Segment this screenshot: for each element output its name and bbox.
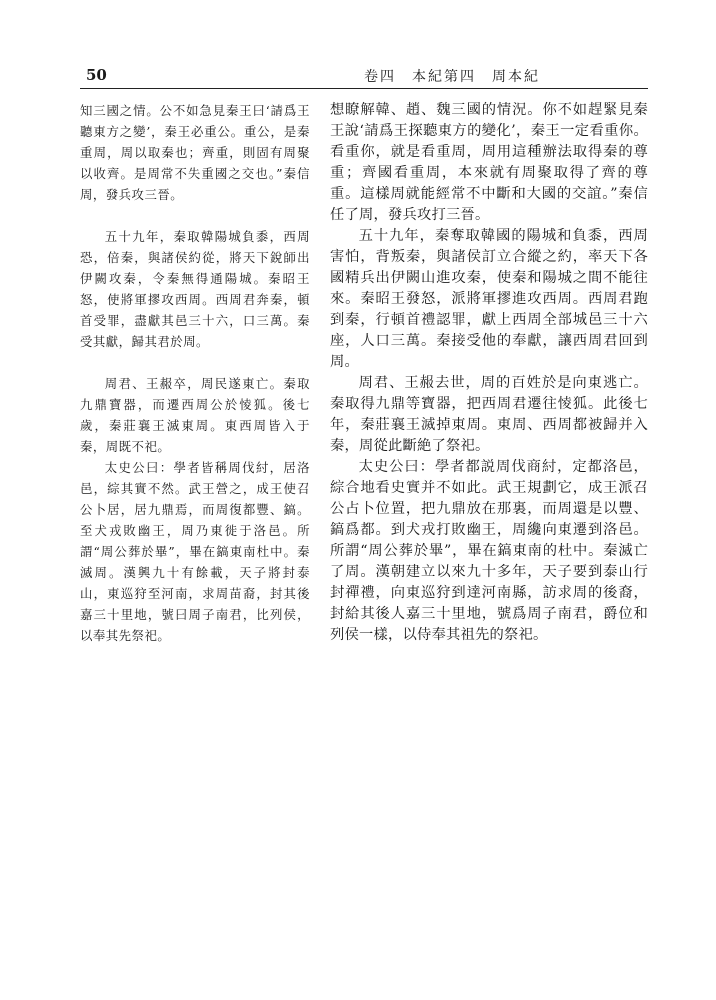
page-number: 50 [86,66,107,84]
running-header: 卷四 本紀第四 周本紀 [364,69,540,85]
paragraph-gap [80,352,310,373]
paragraph-gap [80,205,310,226]
original-paragraph: 知三國之情。公不如急見秦王曰‘請爲王聽東方之變’，秦王必重公。重公，是秦重周，周以取秦也；齊重，則固有周聚以收齊。是周常不失重國之交也。”秦信周，發兵攻三晉。 [80,103,310,202]
original-text-column [80,100,310,646]
translation-paragraph: 想瞭解韓、趙、魏三國的情況。你不如趕緊見秦王說‘請爲王探聽東方的變化’，秦王一定看重你。看重你，就是看重周，周用這種辦法取得秦的尊重；齊國看重周，本來就有周聚取得了齊的尊重。這樣周就能經常不中斷和大國的交誼。”秦信任了周，發兵攻打三晉。 [330,102,648,223]
original-paragraph: 周君、王赧卒，周民遂東亡。秦取九鼎寶器，而遷西周公於㥄狐。後七歲，秦莊襄王滅東周。東西周皆入于秦，周既不祀。 [80,376,310,454]
translation-paragraph: 太史公曰：學者都説周伐商紂，定都洛邑，綜合地看史實并不如此。武王規劃它，成王派召公占卜位置，把九鼎放在那裏，而周還是以豐、鎬爲都。到犬戎打敗幽王，周纔向東遷到洛邑。所謂“周公葬於畢”，畢在鎬東南的杜中。秦滅亡了周。漢朝建立以來九十多年，天子要到泰山行封禪禮，向東巡狩到達河南縣，訪求周的後裔，封給其後人嘉三十里地，號爲周子南君，爵位和列侯一樣，以侍奉其祖先的祭祀。 [330,459,648,643]
translation-paragraph: 五十九年，秦奪取韓國的陽城和負黍，西周害怕，背叛秦，與諸侯訂立合縱之約，率天下各國精兵出伊闕山進攻秦，使秦和陽城之間不能往來。秦昭王發怒，派將軍摎進攻西周。西周君跑到秦，行頓首禮認罪，獻上西周全部城邑三十六座，人口三萬。秦接受他的奉獻，讓西周君回到周。 [330,228,648,370]
translation-text-column [330,100,648,646]
original-paragraph: 太史公曰：學者皆稱周伐紂，居洛邑，綜其實不然。武王營之，成王使召公卜居，居九鼎焉，而周復都豐、鎬。至犬戎敗幽王，周乃東徙于洛邑。所謂“周公葬於畢”，畢在鎬東南杜中。秦滅周。漢興九十有餘載，天子將封泰山，東巡狩至河南，求周苗裔，封其後嘉三十里地，號曰周子南君，比列侯，以奉其先祭祀。 [80,460,310,643]
translation-paragraph: 周君、王赧去世，周的百姓於是向東逃亡。秦取得九鼎等寶器，把西周君遷往㥄狐。此後七年，秦莊襄王滅掉東周。東周、西周都被歸并入秦，周從此斷絶了祭祀。 [330,375,648,454]
header-rule [80,88,648,89]
original-paragraph: 五十九年，秦取韓陽城負黍，西周恐，倍秦，與諸侯約從，將天下銳師出伊闕攻秦，令秦無得通陽城。秦昭王怒，使將軍摎攻西周。西周君奔秦，頓首受罪，盡獻其邑三十六，口三萬。秦受其獻，歸其君於周。 [80,229,310,349]
